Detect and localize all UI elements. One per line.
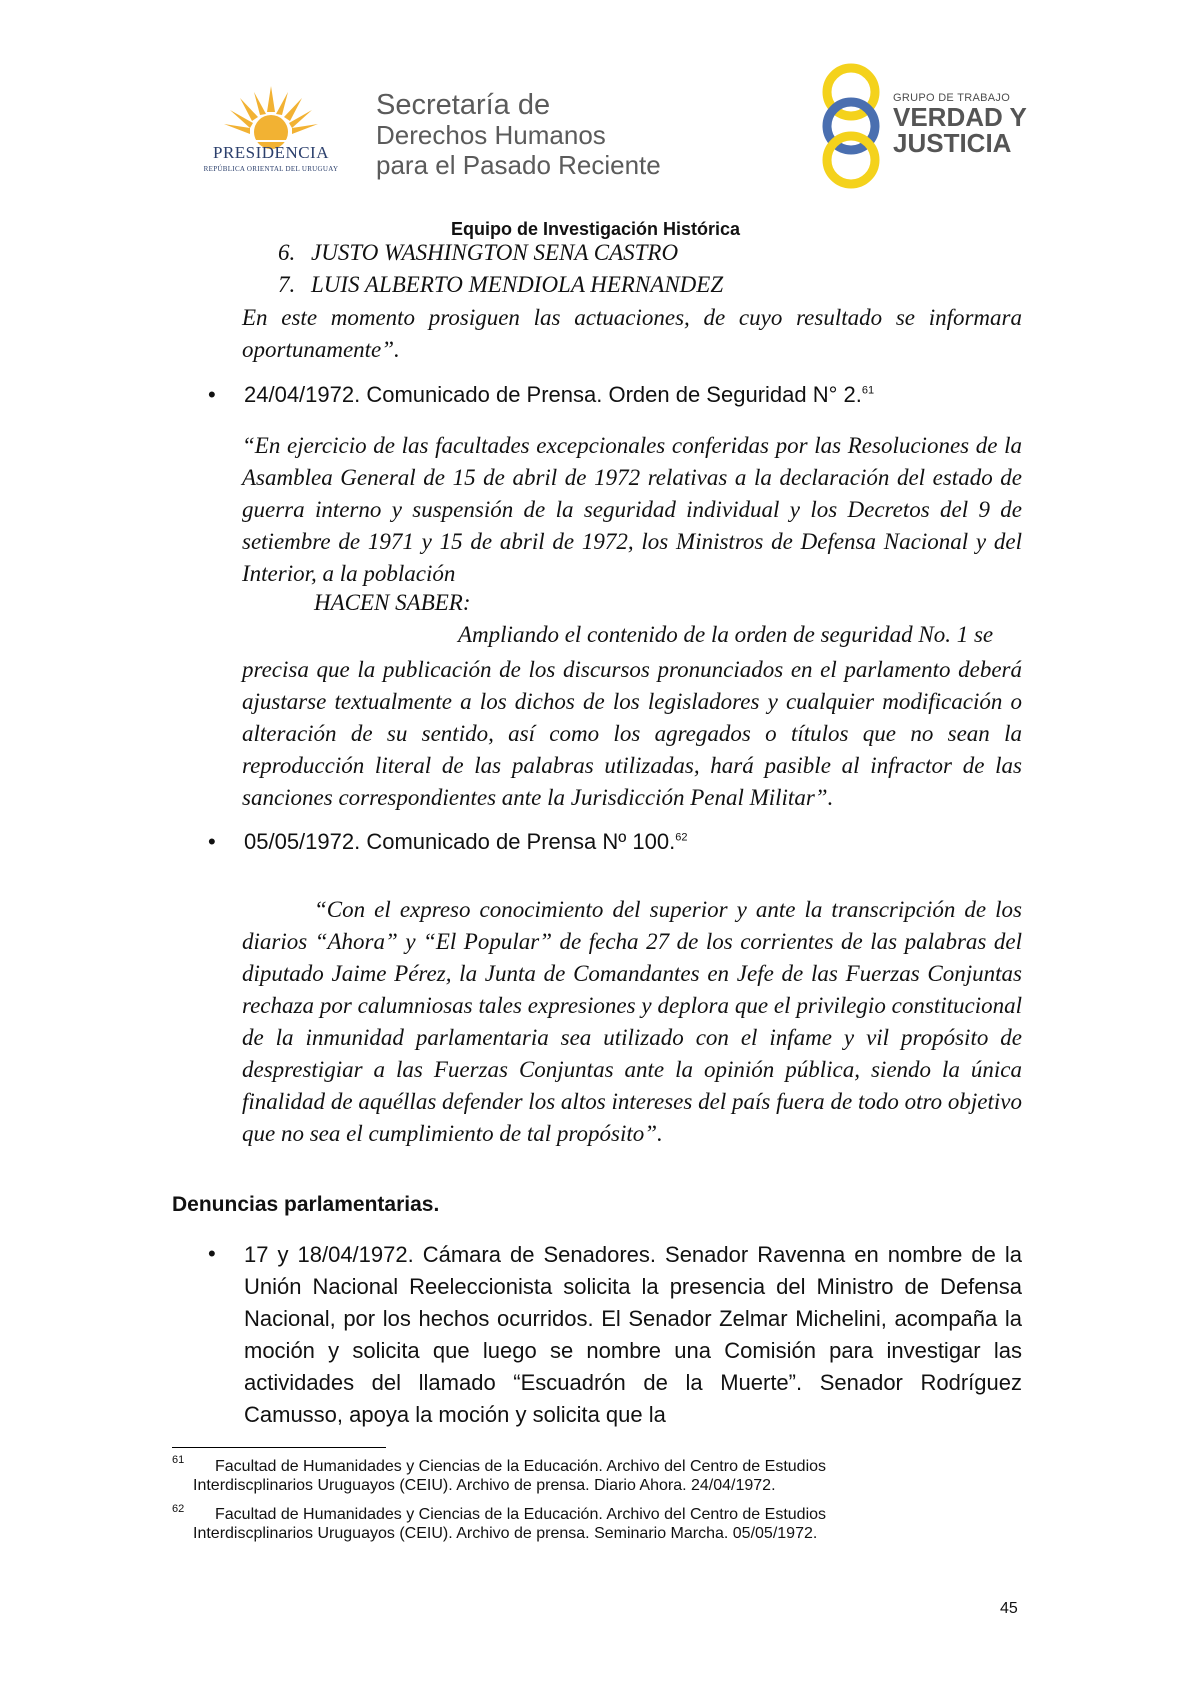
quote-paragraph: “En ejercicio de las facultades excepcionales conferidas por las Resoluciones de la Asamblea General de 15 de abril de 1972 relativas a la declaración del estado de guerra interno y suspensión de la seguridad individual y los Decretos del 9 de setiembre de 1971 y 15 de abril de 1972, los Ministros de Defensa Nacional y del Interior, a la población [242, 433, 1022, 586]
footnote-number: 61 [172, 1454, 185, 1466]
footnote [193, 1457, 1025, 1495]
bullet-marker: • [208, 382, 216, 407]
list-item-text: JUSTO WASHINGTON SENA CASTRO [311, 240, 679, 265]
bullet-text: 24/04/1972. Comunicado de Prensa. Orden de Seguridad N° 2. [244, 382, 862, 407]
continuation-paragraph: En este momento prosiguen las actuaciones, de cuyo resultado se informara oportunamente”. [242, 305, 1022, 362]
footnote-ref[interactable]: 62 [675, 831, 688, 844]
grupo-trabajo-wordmark [893, 92, 1027, 156]
footnote-line: Interdiscplinarios Uruguayos (CEIU). Archivo de prensa. Seminario Marcha. 05/05/1972. [193, 1525, 818, 1542]
quote-paragraph: precisa que la publicación de los discursos pronunciados en el parlamento deberá ajustarse textualmente a los dichos de los legisladores y cualquier modificación o alteración de su sentido, así como los agregados o títulos que no sean la reproducción literal de las palabras utilizadas, hará pasible al infractor de las sanciones correspondientes ante la Jurisdicción Penal Militar”. [242, 657, 1022, 810]
hacen-saber: HACEN SABER: [314, 590, 471, 615]
presidencia-wordmark [196, 143, 346, 173]
section-heading: Denuncias parlamentarias. [172, 1193, 440, 1216]
page-number: 45 [1000, 1600, 1018, 1617]
bullet-item [208, 829, 687, 855]
bullet-marker: • [208, 829, 216, 854]
list-item [278, 240, 678, 266]
grupo-line3: JUSTICIA [893, 128, 1012, 158]
footnote-ref[interactable]: 61 [861, 384, 875, 397]
list-item [278, 272, 723, 298]
presidencia-subtitle: REPÚBLICA ORIENTAL DEL URUGUAY [203, 165, 339, 173]
bullet-text: 05/05/1972. Comunicado de Prensa Nº 100. [244, 829, 676, 854]
grupo-line2: VERDAD Y [893, 102, 1027, 132]
team-title: Equipo de Investigación Histórica [450, 219, 741, 239]
footnote-separator [172, 1447, 386, 1448]
secretaria-line2: Derechos Humanos [376, 120, 606, 150]
quote-paragraph: “Con el expreso conocimiento del superior y ante la transcripción de los diarios “Ahora” y “El Popular” de fecha 27 de los corrientes de las palabras del diputado Jaime Pérez, la Junta de Comandantes en Jefe de las Fuerzas Conjuntas rechaza por calumniosas tales expresiones y deplora que el privilegio constitucional de la inmunidad parlamentaria sea utilizado con el infame y vil propósito de desprestigiar a las Fuerzas Conjuntas ante la opinión pública, siendo la única finalidad de aquéllas defender los altos intereses del país fuera de todo otro objetivo que no sea el cumplimiento de tal propósito”. [242, 897, 1022, 1146]
footnote [193, 1505, 1025, 1543]
footnote-line: Facultad de Humanidades y Ciencias de la Educación. Archivo del Centro de Estudios [215, 1506, 827, 1523]
grupo-line1: GRUPO DE TRABAJO [893, 92, 1011, 104]
secretaria-line1: Secretaría de [376, 89, 551, 121]
bullet-item [208, 382, 874, 408]
footnote-line: Facultad de Humanidades y Ciencias de la Educación. Archivo del Centro de Estudios [215, 1458, 827, 1475]
quote-line: Ampliando el contenido de la orden de seguridad No. 1 se [458, 622, 994, 647]
list-item-number: 7. [278, 272, 296, 297]
footnote-number: 62 [172, 1503, 185, 1515]
footnote-line: Interdiscplinarios Uruguayos (CEIU). Archivo de prensa. Diario Ahora. 24/04/1972. [193, 1477, 776, 1494]
presidencia-name: PRESIDENCIA [212, 143, 329, 162]
list-item-text: LUIS ALBERTO MENDIOLA HERNANDEZ [311, 272, 724, 297]
secretaria-line3: para el Pasado Reciente [376, 150, 661, 180]
list-item-number: 6. [278, 240, 296, 265]
bullet-marker: • [208, 1241, 216, 1266]
bullet-text: 17 y 18/04/1972. Cámara de Senadores. Senador Ravenna en nombre de la Unión Nacional Reeleccionista solicita la presencia del Ministro de Defensa Nacional, por los hechos ocurridos. El Senador Zelmar Michelini, acompaña la moción y solicita que luego se nombre una Comisión para investigar las actividades del llamado “Escuadrón de la Muerte”. Senador Rodríguez Camusso, apoya la moción y solicita que la [244, 1242, 1022, 1427]
secretaria-wordmark [376, 90, 661, 180]
verdad-justicia-rings-logo [816, 62, 886, 190]
